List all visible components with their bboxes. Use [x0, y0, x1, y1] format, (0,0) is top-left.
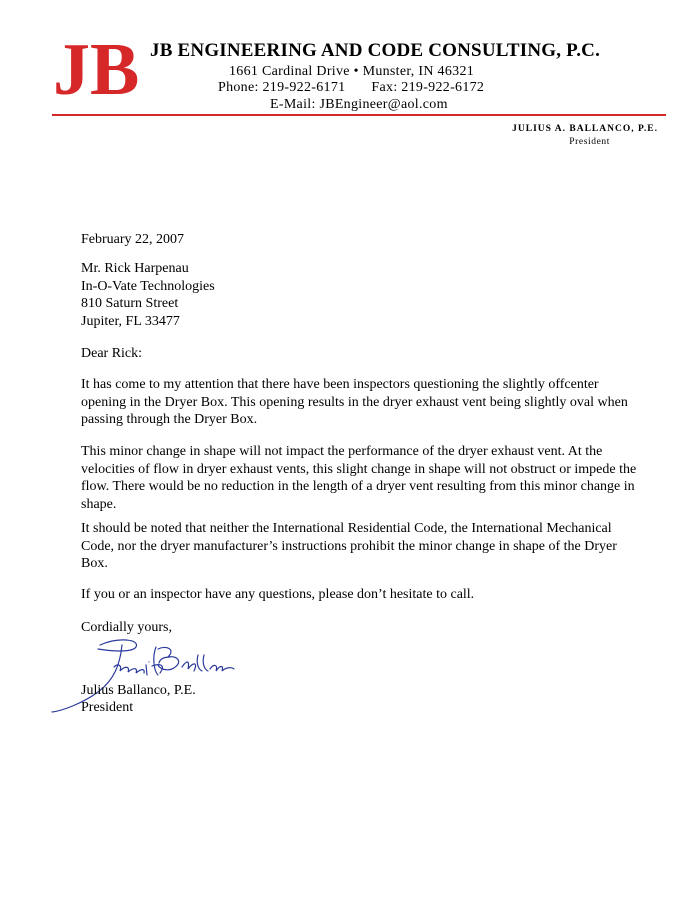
- logo-text: JB: [53, 29, 140, 111]
- body-paragraph: It has come to my attention that there have been inspectors questioning the slightly offcenter opening in the Dryer Box. This opening results in the dryer exhaust vent being slightly oval when passing through the Dryer Box.: [81, 377, 628, 427]
- president-title: President: [569, 137, 610, 147]
- company-address: 1661 Cardinal Drive • Munster, IN 46321: [229, 64, 475, 79]
- letter-date: February 22, 2007: [81, 232, 185, 247]
- body-paragraph: This minor change in shape will not impact the performance of the dryer exhaust vent. At the velocities of flow in dryer exhaust vents, this slight change in shape will not obstruct or impede the flow. There would be no reduction in the length of a dryer vent resulting from this minor change in shape.: [81, 444, 637, 512]
- recipient-city: Jupiter, FL 33477: [81, 313, 180, 329]
- salutation: Dear Rick:: [81, 346, 143, 361]
- recipient-name: Mr. Rick Harpenau: [81, 261, 189, 276]
- signer-name: Julius Ballanco, P.E.: [81, 683, 196, 698]
- president-name: JULIUS A. BALLANCO, P.E.: [512, 124, 658, 134]
- recipient-company: In-O-Vate Technologies: [81, 278, 215, 294]
- recipient-street: 810 Saturn Street: [81, 296, 179, 311]
- company-logo: [50, 29, 140, 111]
- email-address: E-Mail: JBEngineer@aol.com: [270, 97, 448, 112]
- signer-title: President: [81, 700, 134, 715]
- fax-number: Fax: 219-922-6172: [371, 80, 485, 95]
- header-divider: [52, 114, 666, 116]
- body-paragraph: It should be noted that neither the International Residential Code, the International Mechanical Code, nor the dryer manufacturer’s instructions prohibit the minor change in shape of the Dryer Box.: [81, 521, 617, 571]
- phone-fax-line: [218, 80, 484, 96]
- body-paragraph: If you or an inspector have any questions, please don’t hesitate to call.: [81, 587, 475, 602]
- recipient-address: [81, 260, 215, 330]
- phone-number: Phone: 219-922-6171: [218, 80, 346, 95]
- closing: Cordially yours,: [81, 620, 172, 635]
- handwritten-signature: [48, 635, 238, 715]
- company-name: JB ENGINEERING AND CODE CONSULTING, P.C.: [150, 40, 601, 61]
